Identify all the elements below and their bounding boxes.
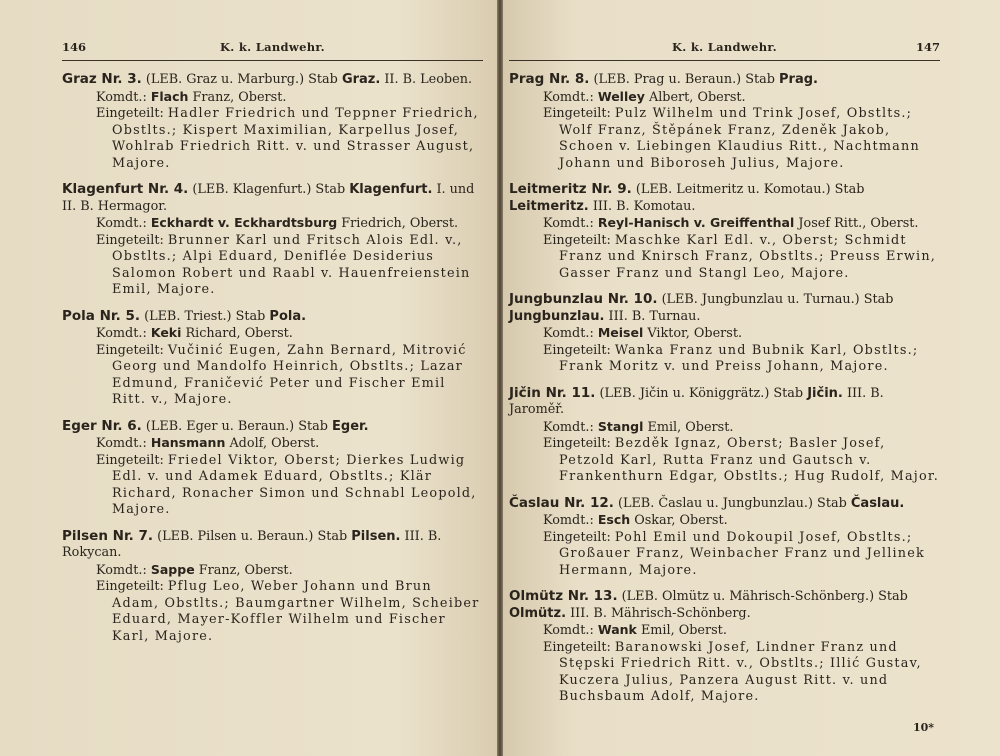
unit-name: Olmütz Nr. 13. [509, 588, 618, 604]
stab-location: Olmütz. [509, 605, 567, 621]
leb-info: (LEB. Olmütz u. Mährisch-Schönberg.) Stab [621, 589, 908, 604]
entry-heading [509, 291, 940, 325]
stab-location: Leitmeritz. [509, 198, 589, 214]
assigned-label: Eingeteilt: [96, 232, 164, 248]
assigned-label: Eingeteilt: [96, 106, 164, 121]
commander-line [62, 325, 483, 343]
commander-rest: Viktor, Oberst. [647, 326, 743, 341]
stab-location: Pilsen. [351, 528, 401, 544]
leb-info: (LEB. Leitmeritz u. Komotau.) Stab [635, 182, 865, 197]
assigned-label: Eingeteilt: [96, 579, 164, 594]
commander-label: Komdt.: [543, 513, 594, 528]
leb-info: (LEB. Jičin u. Königgrätz.) Stab [599, 385, 804, 401]
entry-heading [509, 71, 940, 89]
entry-heading [62, 308, 483, 326]
commander-name: Hansmann [150, 435, 226, 450]
commander-line [509, 512, 940, 530]
stab-location: Časlau. [850, 495, 905, 511]
regiment-entry [62, 418, 483, 519]
regiment-entry [509, 181, 940, 282]
commander-rest: Richard, Oberst. [185, 326, 293, 341]
commander-line [62, 215, 483, 233]
leb-info: (LEB. Graz u. Marburg.) Stab [145, 72, 338, 87]
stab-location: Jungbunzlau. [509, 308, 605, 324]
right-page [503, 0, 1000, 756]
battalion-info: III. B. Rokycan. [62, 528, 442, 560]
running-title: K. k. Landwehr. [671, 40, 777, 54]
commander-line [509, 622, 940, 640]
assigned-label: Eingeteilt: [96, 342, 164, 358]
battalion-info: III. B. Turnau. [608, 308, 701, 324]
commander-name: Flach [150, 88, 189, 104]
assigned-officers: Baranowski Josef, Lindner Franz und Stępski Friedrich Ritt. v., Obstlts.; Illić Gustav, Kuczera Julius, Panzera August Ritt. v. und Buchsbaum Adolf, Majore. [559, 639, 922, 704]
assigned-officers: Pohl Emil und Dokoupil Josef, Obstlts.; Großauer Franz, Weinbacher Franz und Jellinek Hermann, Majore. [559, 529, 925, 578]
commander-line [62, 562, 483, 580]
entry-heading [62, 71, 483, 89]
entry-heading [509, 495, 940, 513]
commander-line [62, 435, 483, 453]
assigned-label: Eingeteilt: [543, 529, 611, 545]
commander-line [509, 325, 940, 343]
unit-name: Klagenfurt Nr. 4. [62, 181, 189, 197]
assigned-line [509, 106, 940, 172]
battalion-info: III. B. Jaroměř. [509, 385, 884, 417]
assigned-line [62, 453, 483, 519]
regiment-entry [62, 181, 483, 299]
entry-heading [509, 588, 940, 622]
stab-location: Pola. [269, 308, 307, 324]
unit-name: Pola Nr. 5. [62, 307, 140, 324]
commander-line [509, 89, 940, 107]
assigned-label: Eingeteilt: [543, 639, 611, 655]
assigned-label: Eingeteilt: [543, 232, 611, 248]
assigned-line [62, 343, 483, 409]
assigned-officers: Pflug Leo, Weber Johann und Brun Adam, Obstlts.; Baumgartner Wilhelm, Scheiber Eduard, Mayer-Koffler Wilhelm und Fischer Karl, Majore. [112, 579, 480, 644]
commander-name: Reyl-Hanisch v. Greiffenthal [597, 215, 795, 230]
assigned-line [509, 530, 940, 580]
assigned-line [509, 640, 940, 706]
unit-name: Leitmeritz Nr. 9. [509, 181, 632, 197]
commander-rest: Emil, Oberst. [640, 623, 727, 638]
commander-rest: Josef Ritt., Oberst. [798, 216, 919, 231]
regiment-entry [509, 291, 940, 376]
assigned-officers: Maschke Karl Edl. v., Oberst; Schmidt Franz und Knirsch Franz, Obstlts.; Preuss Erwin, Gasser Franz und Stangl Leo, Majore. [559, 232, 937, 281]
commander-label: Komdt.: [543, 419, 594, 435]
commander-label: Komdt.: [96, 562, 147, 578]
stab-location: Jičin. [807, 385, 843, 401]
leb-info: (LEB. Klagenfurt.) Stab [192, 182, 346, 197]
assigned-line [62, 579, 483, 645]
assigned-line [509, 343, 940, 376]
commander-rest: Emil, Oberst. [647, 419, 734, 435]
commander-name: Meisel [597, 325, 644, 340]
battalion-info: II. B. Leoben. [384, 72, 473, 87]
page-header [62, 40, 483, 58]
commander-name: Eckhardt v. Eckhardtsburg [150, 215, 338, 230]
stab-location: Prag. [779, 72, 818, 87]
leb-info: (LEB. Triest.) Stab [144, 308, 266, 324]
header-rule [62, 60, 483, 61]
battalion-info: I. und II. B. Hermagor. [62, 182, 475, 214]
commander-line [509, 215, 940, 233]
commander-rest: Adolf, Oberst. [229, 436, 320, 451]
entry-heading [509, 385, 940, 419]
commander-rest: Franz, Oberst. [192, 89, 287, 105]
assigned-label: Eingeteilt: [96, 452, 164, 468]
commander-label: Komdt.: [96, 89, 147, 105]
entry-heading [62, 181, 483, 215]
assigned-officers: Vučinić Eugen, Zahn Bernard, Mitrović Georg und Mandolfo Heinrich, Obstlts.; Lazar Edmund, Franičević Peter und Fischer Emil Ritt. v., Majore. [112, 342, 467, 407]
unit-name: Prag Nr. 8. [509, 71, 590, 87]
commander-line [509, 419, 940, 437]
leb-info: (LEB. Jungbunzlau u. Turnau.) Stab [661, 292, 894, 307]
assigned-line [509, 233, 940, 283]
unit-name: Graz Nr. 3. [62, 71, 142, 87]
leb-info: (LEB. Prag u. Beraun.) Stab [593, 72, 775, 87]
battalion-info: III. B. Komotau. [592, 198, 696, 214]
assigned-officers: Wanka Franz und Bubnik Karl, Obstlts.; Frank Moritz v. und Preiss Johann, Majore. [559, 342, 919, 374]
commander-rest: Friedrich, Oberst. [341, 216, 459, 231]
commander-label: Komdt.: [543, 89, 594, 105]
commander-label: Komdt.: [543, 623, 594, 638]
page-header [509, 40, 940, 58]
assigned-line [62, 233, 483, 299]
regiment-entry [62, 308, 483, 409]
stab-location: Graz. [341, 72, 381, 87]
regiment-entry [509, 71, 940, 172]
commander-name: Welley [597, 88, 645, 104]
stab-location: Eger. [332, 418, 369, 434]
commander-label: Komdt.: [96, 436, 147, 451]
commander-rest: Albert, Oberst. [648, 89, 746, 105]
left-page [0, 0, 497, 756]
commander-name: Wank [597, 622, 637, 637]
signature-mark: 10* [912, 721, 934, 734]
leb-info: (LEB. Eger u. Beraun.) Stab [145, 418, 328, 434]
commander-name: Stangl [597, 418, 644, 434]
entry-heading [509, 181, 940, 215]
unit-name: Jičin Nr. 11. [509, 384, 596, 401]
commander-line [62, 89, 483, 107]
regiment-entry [509, 588, 940, 706]
assigned-line [509, 436, 940, 486]
assigned-label: Eingeteilt: [543, 106, 611, 121]
header-rule [509, 60, 940, 61]
assigned-officers: Friedel Viktor, Oberst; Dierkes Ludwig Edl. v. und Adamek Eduard, Obstlts.; Klär Richard, Ronacher Simon und Schnabl Leopold, Majore. [112, 452, 477, 517]
commander-name: Sappe [150, 561, 195, 577]
page-number: 147 [915, 40, 940, 54]
entry-heading [62, 528, 483, 562]
regiment-entry [509, 385, 940, 486]
assigned-officers: Brunner Karl und Fritsch Alois Edl. v., Obstlts.; Alpi Eduard, Deniflée Desiderius Salomon Robert und Raabl v. Hauenfreienstein Emil, Majore. [112, 232, 471, 297]
assigned-line [62, 106, 483, 172]
assigned-label: Eingeteilt: [543, 342, 611, 358]
running-title: K. k. Landwehr. [219, 40, 325, 54]
commander-rest: Franz, Oberst. [198, 562, 293, 578]
page-number: 146 [62, 40, 87, 54]
leb-info: (LEB. Časlau u. Jungbunzlau.) Stab [617, 495, 847, 511]
unit-name: Eger Nr. 6. [62, 417, 142, 434]
assigned-officers: Hadler Friedrich und Teppner Friedrich, Obstlts.; Kispert Maximilian, Karpellus Josef, Wohlrab Friedrich Ritt. v. und Strasser August, Majore. [112, 106, 479, 171]
entry-heading [62, 418, 483, 436]
regiment-entry [62, 71, 483, 172]
unit-name: Pilsen Nr. 7. [62, 527, 154, 544]
commander-label: Komdt.: [543, 216, 594, 231]
unit-name: Jungbunzlau Nr. 10. [509, 291, 658, 307]
stab-location: Klagenfurt. [349, 182, 433, 197]
commander-rest: Oskar, Oberst. [634, 513, 728, 528]
commander-name: Esch [597, 512, 631, 527]
commander-name: Keki [150, 325, 182, 340]
unit-name: Časlau Nr. 12. [509, 494, 614, 511]
battalion-info: III. B. Mährisch-Schönberg. [570, 605, 751, 621]
commander-label: Komdt.: [96, 216, 147, 231]
regiment-entry [62, 528, 483, 646]
commander-label: Komdt.: [96, 326, 147, 341]
assigned-officers: Bezděk Ignaz, Oberst; Basler Josef, Petzold Karl, Rutta Franz und Gautsch v. Frankenthurn Edgar, Obstlts.; Hug Rudolf, Major. [559, 436, 940, 484]
regiment-entry [509, 495, 940, 580]
commander-label: Komdt.: [543, 326, 594, 341]
leb-info: (LEB. Pilsen u. Beraun.) Stab [157, 528, 348, 544]
assigned-officers: Pulz Wilhelm und Trink Josef, Obstlts.; Wolf Franz, Štěpánek Franz, Zdeněk Jakob, Schoen v. Liebingen Klaudius Ritt., Nachtmann Johann und Biboroseh Julius, Majore. [559, 106, 920, 171]
assigned-label: Eingeteilt: [543, 436, 611, 451]
